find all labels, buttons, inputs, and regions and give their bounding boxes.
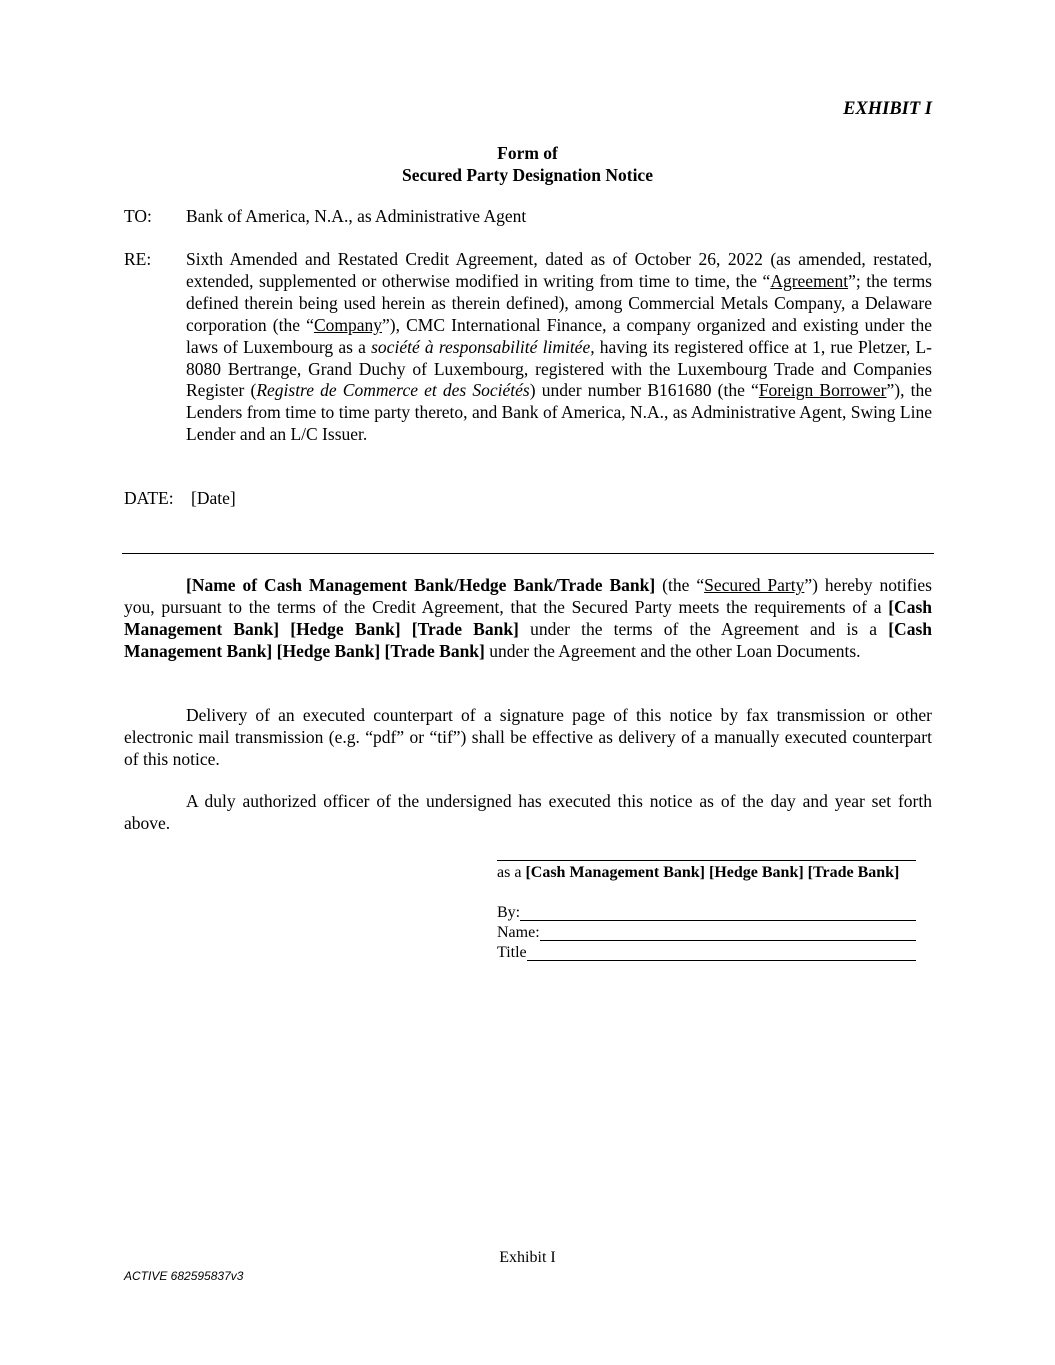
page-footer-label: Exhibit I	[499, 1249, 556, 1266]
re-value: Sixth Amended and Restated Credit Agreement, dated as of October 26, 2022 (as amended, restated, extended, supplemented or otherwise modified in writing from time to time, the “Agreement”; the terms defined therein being used herein as therein defined), among Commercial Metals Company, a Delaware corporation (the “Company”), CMC International Finance, a company organized and existing under the laws of Luxembourg as a société à responsabilité limitée, having its registered office at 1, rue Pletzer, L-8080 Bertrange, Grand Duchy of Luxembourg, registered with the Luxembourg Trade and Companies Register (Registre de Commerce et des Sociétés) under number B161680 (the “Foreign Borrower”), the Lenders from time to time party thereto, and Bank of America, N.A., as Administrative Agent, Swing Line Lender and an L/C Issuer.	[186, 249, 932, 445]
document-id: ACTIVE 682595837v3	[124, 1269, 244, 1283]
date-line	[124, 488, 932, 510]
signatory-capacity: as a [Cash Management Bank] [Hedge Bank] [Trade Bank]	[497, 864, 900, 881]
to-value: Bank of America, N.A., as Administrative Agent	[186, 206, 527, 226]
title-field: Title	[497, 943, 916, 963]
re-line	[124, 249, 932, 446]
to-line	[124, 206, 932, 228]
company-term: Company	[313, 314, 382, 335]
name-signature-line	[540, 924, 916, 941]
date-value: [Date]	[191, 488, 236, 508]
form-of-label: Form of	[497, 143, 558, 163]
execution-paragraph: A duly authorized officer of the undersigned has executed this notice as of the day and year set forth above.	[124, 791, 932, 833]
form-title	[0, 142, 1055, 186]
re-label: RE:	[124, 249, 152, 269]
by-signature-line	[520, 904, 916, 921]
signature-block	[497, 860, 916, 963]
delivery-paragraph: Delivery of an executed counterpart of a signature page of this notice by fax transmission or other electronic mail transmission (e.g. “pdf” or “tif”) shall be effective as delivery of a manually executed counterpart of this notice.	[124, 705, 932, 769]
section-divider	[122, 553, 934, 554]
exhibit-heading: EXHIBIT I	[843, 99, 932, 119]
by-field: By:	[497, 903, 916, 923]
signatory-name-line	[497, 860, 916, 861]
notification-paragraph: [Name of Cash Management Bank/Hedge Bank/Trade Bank] (the “Secured Party”) hereby notifies you, pursuant to the terms of the Credit Agreement, that the Secured Party meets the requirements of a [Cash Management Bank] [Hedge Bank] [Trade Bank] under the terms of the Agreement and is a [Cash Management Bank] [Hedge Bank] [Trade Bank] under the Agreement and the other Loan Documents.	[124, 575, 932, 661]
to-label: TO:	[124, 206, 152, 226]
notice-title: Secured Party Designation Notice	[402, 165, 653, 185]
secured-party-term: Secured Party	[704, 575, 805, 595]
date-label: DATE:	[124, 488, 174, 508]
agreement-term: Agreement	[770, 270, 849, 291]
title-signature-line	[527, 944, 916, 961]
name-field: Name:	[497, 923, 916, 943]
foreign-borrower-term: Foreign Borrower	[758, 380, 887, 401]
